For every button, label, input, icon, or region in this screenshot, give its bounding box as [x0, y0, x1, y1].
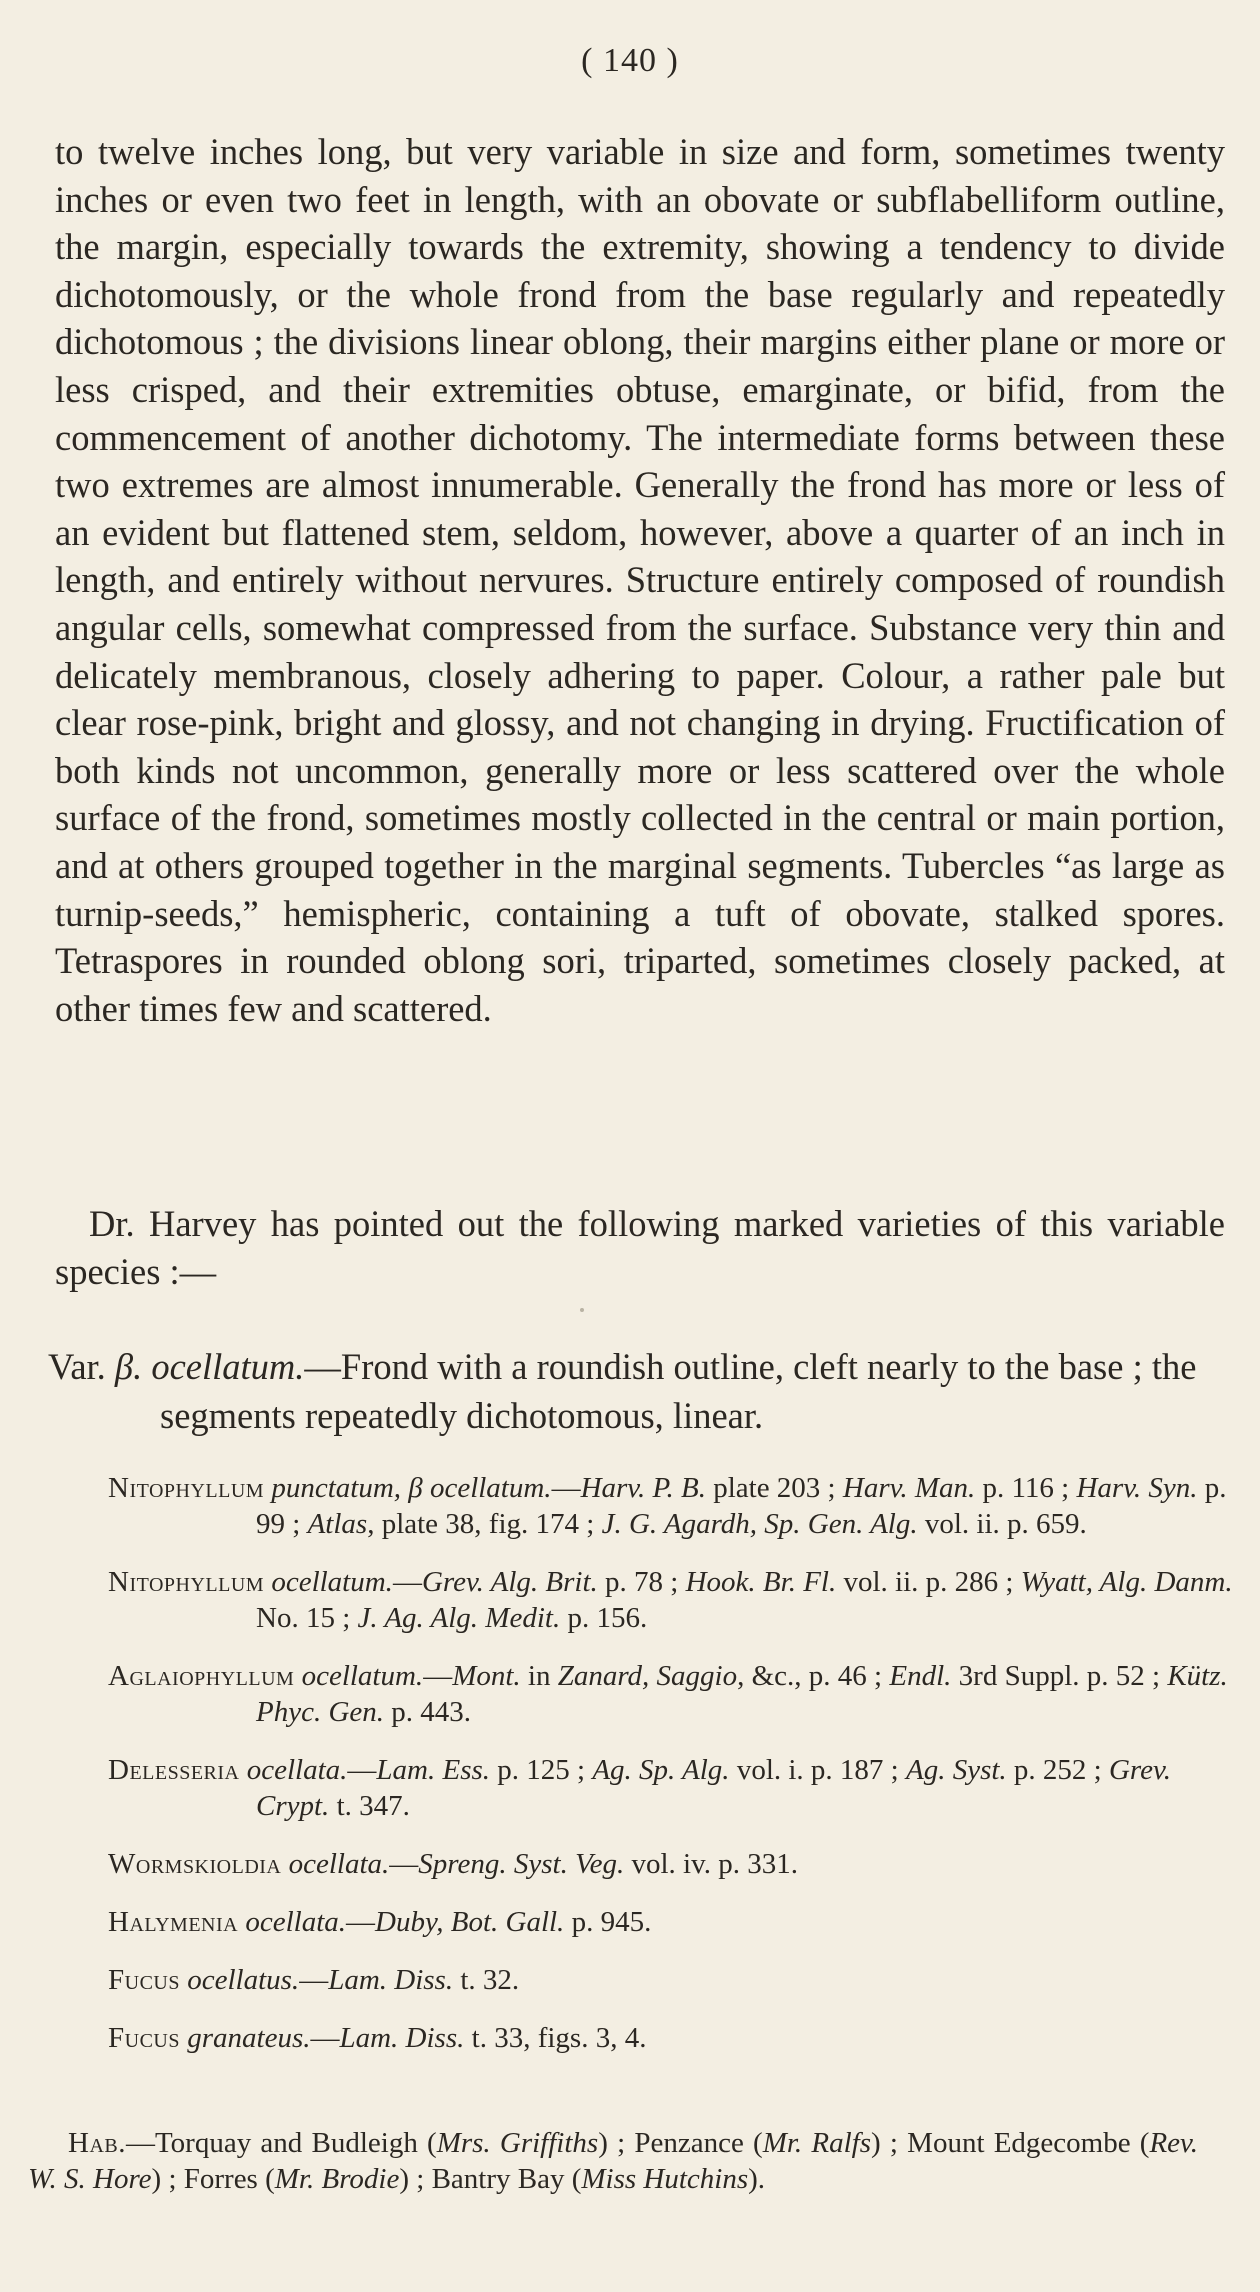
synonym-entry: [108, 1564, 1233, 1636]
synonym-genus: Fucus: [108, 1964, 180, 1996]
synonym-species: ocellata.: [238, 1906, 347, 1938]
variety-description: —Frond with a roundish outline, cleft nearly to the base ; the segments repeatedly dichotomous, linear.: [160, 1346, 1197, 1436]
habitat-localities: —Torquay and Budleigh (Mrs. Griffiths) ; Penzance (Mr. Ralfs) ; Mount Edgecombe (Rev. W. S. Hore) ; Forres (Mr. Brodie) ; Bantry Bay (Miss Hutchins).: [28, 2127, 1199, 2195]
synonym-genus: Fucus: [108, 2022, 180, 2054]
synonym-references: —Harv. P. B. plate 203 ; Harv. Man. p. 116 ; Harv. Syn. p. 99 ; Atlas, plate 38, fig. 174 ; J. G. Agardh, Sp. Gen. Alg. vol. ii. p. 659.: [256, 1472, 1227, 1540]
synonym-genus: Wormskioldia: [108, 1848, 282, 1880]
description-paragraph: to twelve inches long, but very variable in size and form, sometimes twenty inches or even two feet in length, with an obovate or subflabelliform outline, the margin, especially towards the extremity, showing a tendency to divide dichotomously, or the whole frond from the base regularly and repeatedly dichotomous ; the divisions linear oblong, their margins either plane or more or less crisped, and their extremities obtuse, emarginate, or bifid, from the commencement of another dichotomy. The intermediate forms between these two extremes are almost innumerable. Generally the frond has more or less of an evident but flattened stem, seldom, however, above a quarter of an inch in length, and entirely without nervures. Structure entirely composed of roundish angular cells, somewhat compressed from the surface. Substance very thin and delicately membranous, closely adhering to paper. Colour, a rather pale but clear rose-pink, bright and glossy, and not changing in drying. Fructification of both kinds not uncommon, generally more or less scattered over the whole surface of the frond, sometimes mostly collected in the central or main portion, and at others grouped together in the marginal segments. Tubercles “as large as turnip-seeds,” hemispheric, containing a tuft of obovate, stalked spores. Tetraspores in rounded oblong sori, triparted, sometimes closely packed, at other times few and scattered.: [55, 131, 1225, 1029]
synonym-entry: [108, 1846, 1233, 1882]
variety-name: β. ocellatum.: [114, 1346, 305, 1387]
synonym-references: —Grev. Alg. Brit. p. 78 ; Hook. Br. Fl. vol. ii. p. 286 ; Wyatt, Alg. Danm. No. 15 ; J. Ag. Alg. Medit. p. 156.: [256, 1566, 1233, 1634]
synonym-references: —Lam. Ess. p. 125 ; Ag. Sp. Alg. vol. i. p. 187 ; Ag. Syst. p. 252 ; Grev. Crypt. t. 347.: [256, 1754, 1171, 1822]
synonym-genus: Nitophyllum: [108, 1566, 265, 1598]
synonym-genus: Halymenia: [108, 1906, 239, 1938]
synonym-species: ocellata.: [239, 1754, 348, 1786]
page-number: ( 140 ): [581, 42, 679, 79]
print-speck: [580, 1308, 584, 1312]
synonym-genus: Delesseria: [108, 1754, 240, 1786]
synonym-species: ocellatus.: [179, 1964, 300, 1996]
synonym-references: —Spreng. Syst. Veg. vol. iv. p. 331.: [389, 1848, 798, 1880]
synonym-references: —Lam. Diss. t. 33, figs. 3, 4.: [310, 2022, 647, 2054]
synonym-entry: [108, 1658, 1233, 1730]
synonym-references: —Mont. in Zanard, Saggio, &c., p. 46 ; Endl. 3rd Suppl. p. 52 ; Kütz. Phyc. Gen. p. 443.: [256, 1660, 1228, 1728]
varieties-intro: Dr. Harvey has pointed out the following marked varieties of this variable species :—: [55, 1203, 1225, 1292]
synonym-entry: [108, 2020, 1233, 2056]
habitat-note: [28, 2125, 1198, 2197]
synonym-entry: [108, 1470, 1233, 1542]
synonym-species: punctatum, β ocellatum.: [264, 1472, 552, 1504]
synonym-references: —Duby, Bot. Gall. p. 945.: [346, 1906, 652, 1938]
variety-heading: [48, 1342, 1226, 1440]
synonym-entry: [108, 1904, 1233, 1940]
synonym-species: ocellata.: [281, 1848, 390, 1880]
variety-prefix: Var.: [48, 1346, 115, 1387]
synonym-species: ocellatum.: [264, 1566, 393, 1598]
synonym-genus: Nitophyllum: [108, 1472, 265, 1504]
habitat-label: Hab.: [68, 2127, 126, 2159]
synonym-species: ocellatum.: [294, 1660, 424, 1692]
synonym-entry: [108, 1752, 1233, 1824]
synonym-genus: Aglaiophyllum: [108, 1660, 295, 1692]
synonym-references: —Lam. Diss. t. 32.: [299, 1964, 520, 1996]
synonym-entry: [108, 1962, 1233, 1998]
synonym-species: granateus.: [179, 2022, 311, 2054]
synonym-list: [108, 1470, 1233, 2078]
